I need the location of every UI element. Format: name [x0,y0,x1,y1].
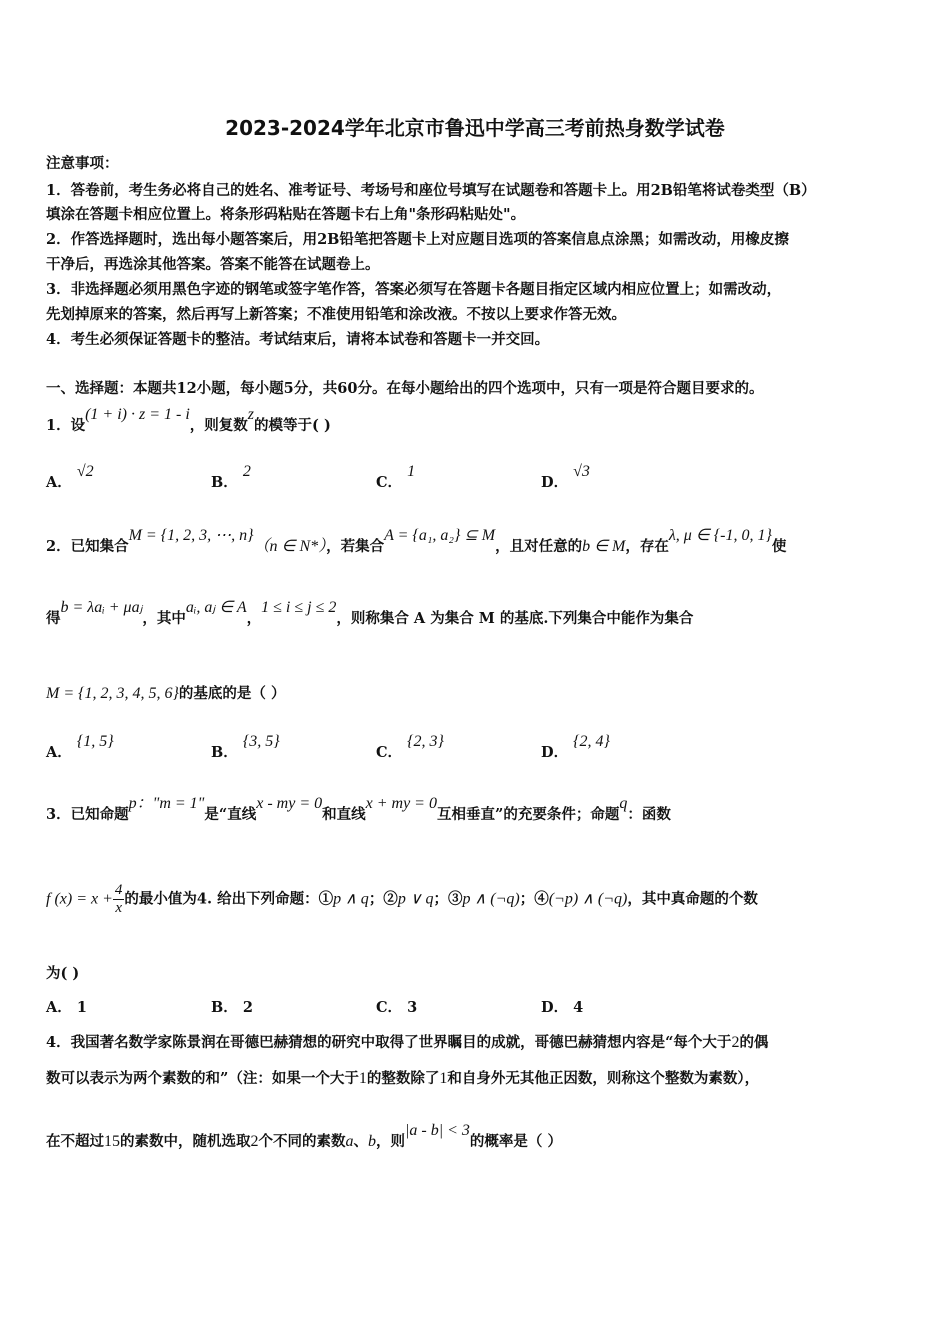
q1-suffix: 的模等于( ) [254,417,331,434]
q3-option-d[interactable]: D． 4 [541,999,584,1016]
q2-option-a[interactable]: A． {1, 5} [46,733,114,761]
section-heading: 一、选择题：本题共12小题，每小题5分，共60分。在每小题给出的四个选项中，只有一项是符合题目要求的。 [46,380,764,397]
q1-variable: z [247,406,255,423]
notice-line: 1．答卷前，考生务必将自己的姓名、准考证号、考场号和座位号填写在试题卷和答题卡上。用2B铅笔将试卷类型（B） [46,182,816,199]
notice-line: 先划掉原来的答案，然后再写上新答案；不准使用铅笔和涂改液。不按以上要求作答无效。 [46,306,626,323]
q3-option-a[interactable]: A． 1 [46,999,87,1016]
question-4-line-3: 在不超过15的素数中，随机选取2个不同的素数a、b，则|a - b| < 3的概率是（ ） [46,1122,562,1150]
question-2-line-2: 得b = λaᵢ + μaⱼ，其中aᵢ, aⱼ ∈ A，1 ≤ i ≤ j ≤ 2，则称集合 A 为集合 M 的基底.下列集合中能作为集合 [46,599,694,627]
notice-line: 2．作答选择题时，选出每小题答案后，用2B铅笔把答题卡上对应题目选项的答案信息点涂黑；如需改动，用橡皮擦 [46,231,789,248]
question-3-line-3: 为( ) [46,965,80,982]
q3-option-c[interactable]: C． 3 [376,999,418,1016]
q1-prefix: 1．设 [46,417,86,434]
question-4-line-2: 数可以表示为两个素数的和”（注：如果一个大于1的整数除了1和自身外无其他正因数，则称这个整数为素数）， [46,1070,760,1087]
question-3-line-2: f (x) = x + $\frac{4}{x}$ 的最小值为4. 给出下列命题：①p ∧ q；②p ∨ q；③p ∧ (¬q)；④(¬p) ∧ (¬q)，其中真命题的个数 [46,882,758,916]
q2-option-c[interactable]: C． {2, 3} [376,733,444,761]
q1-equation: (1 + i) · z = 1 - i [85,406,190,423]
q1-option-a[interactable]: A． √2 [46,463,94,491]
q1-option-b[interactable]: B． 2 [211,463,251,491]
notice-heading: 注意事项： [46,155,119,172]
notice-line: 填涂在答题卡相应位置上。将条形码粘贴在答题卡右上角"条形码粘贴处"。 [46,206,526,223]
notice-line: 干净后，再选涂其他答案。答案不能答在试题卷上。 [46,256,380,273]
fraction: $\frac{4}{x}$ [114,882,123,916]
notice-line: 3．非选择题必须用黑色字迹的钢笔或签字笔作答，答案必须写在答题卡各题目指定区域内相应位置上；如需改动， [46,281,782,298]
q1-option-c[interactable]: C． 1 [376,463,416,491]
q2-option-d[interactable]: D． {2, 4} [541,733,610,761]
question-4-line-1: 4．我国著名数学家陈景润在哥德巴赫猜想的研究中取得了世界瞩目的成就，哥德巴赫猜想内容是“每个大于2的偶 [46,1034,769,1051]
page-title: 2023-2024学年北京市鲁迅中学高三考前热身数学试卷 [225,116,725,140]
question-2-line-1: 2．已知集合M = {1, 2, 3, ⋯, n}（n ∈ N*），若集合A = {a₁, a₂} ⊆ M，且对任意的b ∈ M，存在λ, μ ∈ {-1, 0, 1}使 [46,527,787,555]
q2-option-b[interactable]: B． {3, 5} [211,733,280,761]
q1-mid: ，则复数 [189,417,248,434]
question-2-line-3: M = {1, 2, 3, 4, 5, 6}的基底的是（ ） [46,685,286,702]
notice-line: 4．考生必须保证答题卡的整洁。考试结束后，请将本试卷和答题卡一并交回。 [46,331,550,348]
question-1 [46,406,331,435]
q1-option-d[interactable]: D． √3 [541,463,590,491]
question-3-line-1: 3．已知命题p："m = 1"是“直线x - my = 0和直线x + my = 0互相垂直”的充要条件；命题q：函数 [46,795,671,823]
q3-option-b[interactable]: B． 2 [211,999,253,1016]
